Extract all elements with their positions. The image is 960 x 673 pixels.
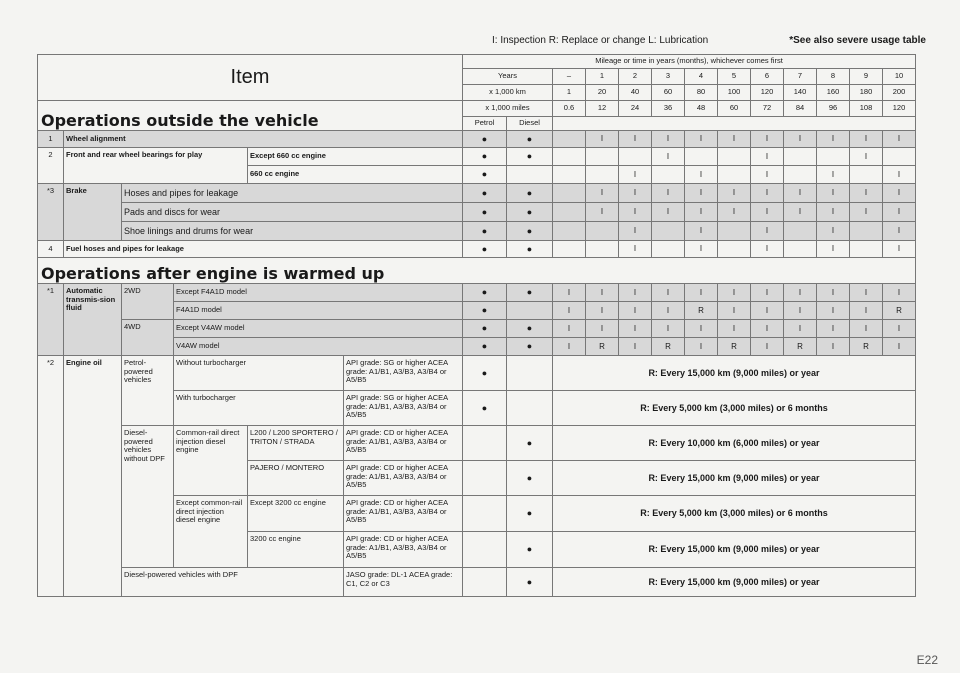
row-atf-4wd-except	[38, 320, 916, 338]
schedule-cell: I	[586, 320, 619, 338]
petrol-dot: ●	[463, 391, 507, 426]
schedule-cell: I	[751, 320, 784, 338]
miles-cell: 0.6	[553, 101, 586, 117]
section-outside-vehicle: Operations outside the vehicle	[38, 101, 463, 131]
row-label: Engine oil	[64, 356, 122, 597]
schedule-cell: I	[850, 131, 883, 148]
year-cell: 2	[619, 69, 652, 85]
blank-header-cell	[553, 117, 916, 131]
schedule-cell: I	[751, 338, 784, 356]
schedule-cell: I	[685, 222, 718, 241]
petrol-header: Petrol	[463, 117, 507, 131]
row-label: Wheel alignment	[64, 131, 463, 148]
oil-interval: R: Every 15,000 km (9,000 miles) or year	[553, 532, 916, 568]
schedule-cell: I	[553, 284, 586, 302]
schedule-cell	[817, 148, 850, 166]
km-cell: 80	[685, 85, 718, 101]
miles-cell: 36	[652, 101, 685, 117]
schedule-cell	[784, 241, 817, 258]
schedule-cell: I	[883, 338, 916, 356]
schedule-cell: I	[685, 320, 718, 338]
year-cell: 5	[718, 69, 751, 85]
petrol-cell	[463, 461, 507, 496]
schedule-cell: I	[718, 284, 751, 302]
schedule-cell: I	[883, 241, 916, 258]
miles-cell: 72	[751, 101, 784, 117]
schedule-cell	[784, 148, 817, 166]
petrol-dot: ●	[463, 222, 507, 241]
diesel-dot: ●	[507, 338, 553, 356]
oil-grade: API grade: CD or higher ACEA grade: A1/B1, A3/B3, A3/B4 or A5/B5	[344, 532, 463, 568]
oil-without-turbo: Without turbocharger	[174, 356, 344, 391]
oil-except-3200: Except 3200 cc engine	[248, 496, 344, 532]
petrol-dot: ●	[463, 166, 507, 184]
schedule-cell: I	[883, 203, 916, 222]
oil-interval: R: Every 5,000 km (3,000 miles) or 6 months	[553, 391, 916, 426]
sub-label: Pads and discs for wear	[122, 203, 463, 222]
schedule-cell	[850, 241, 883, 258]
schedule-cell: I	[619, 222, 652, 241]
schedule-cell: I	[751, 302, 784, 320]
sub-label: Except 660 cc engine	[248, 148, 463, 166]
year-cell: –	[553, 69, 586, 85]
row-brake-shoes	[38, 222, 916, 241]
year-cell: 8	[817, 69, 850, 85]
schedule-cell: I	[685, 131, 718, 148]
oil-grade: JASO grade: DL-1 ACEA grade: C1, C2 or C3	[344, 568, 463, 597]
sub-label: Shoe linings and drums for wear	[122, 222, 463, 241]
schedule-cell: I	[652, 320, 685, 338]
sub-label: 660 cc engine	[248, 166, 463, 184]
row-label: Brake	[64, 184, 122, 241]
schedule-cell: R	[883, 302, 916, 320]
schedule-cell: I	[718, 184, 751, 203]
km-cell: 60	[652, 85, 685, 101]
km-cell: 120	[751, 85, 784, 101]
miles-cell: 84	[784, 101, 817, 117]
schedule-cell: I	[586, 131, 619, 148]
schedule-cell: I	[883, 284, 916, 302]
schedule-cell	[718, 166, 751, 184]
schedule-cell: I	[817, 184, 850, 203]
diesel-dot: ●	[507, 568, 553, 597]
petrol-dot: ●	[463, 338, 507, 356]
oil-grade: API grade: CD or higher ACEA grade: A1/B1, A3/B3, A3/B4 or A5/B5	[344, 426, 463, 461]
schedule-cell	[553, 166, 586, 184]
diesel-dot: ●	[507, 461, 553, 496]
row-number: *1	[38, 284, 64, 356]
oil-model-pajero: PAJERO / MONTERO	[248, 461, 344, 496]
schedule-cell	[652, 241, 685, 258]
drive-2wd: 2WD	[122, 284, 174, 320]
schedule-cell: I	[619, 302, 652, 320]
year-cell: 7	[784, 69, 817, 85]
schedule-cell: I	[718, 320, 751, 338]
schedule-cell: I	[619, 241, 652, 258]
schedule-cell: R	[784, 338, 817, 356]
oil-interval: R: Every 5,000 km (3,000 miles) or 6 months	[553, 496, 916, 532]
schedule-cell: I	[586, 302, 619, 320]
schedule-cell: R	[718, 338, 751, 356]
petrol-dot: ●	[463, 203, 507, 222]
schedule-cell: I	[784, 284, 817, 302]
schedule-cell	[553, 148, 586, 166]
row-brake-hoses	[38, 184, 916, 203]
schedule-cell: I	[751, 131, 784, 148]
diesel-dot: ●	[507, 241, 553, 258]
km-cell: 180	[850, 85, 883, 101]
row-oil-diesel-l200	[38, 426, 916, 461]
diesel-dot: ●	[507, 532, 553, 568]
petrol-dot: ●	[463, 184, 507, 203]
legend-text: I: Inspection R: Replace or change L: Lubrication	[492, 35, 709, 46]
row-number: *3	[38, 184, 64, 241]
maintenance-schedule-table	[37, 54, 916, 597]
row-label: Fuel hoses and pipes for leakage	[64, 241, 463, 258]
schedule-cell	[586, 241, 619, 258]
oil-common-rail: Common-rail direct injection diesel engine	[174, 426, 248, 496]
schedule-cell: I	[619, 284, 652, 302]
schedule-cell: I	[850, 203, 883, 222]
km-cell: 160	[817, 85, 850, 101]
petrol-dot: ●	[463, 131, 507, 148]
schedule-cell: I	[883, 320, 916, 338]
schedule-cell: I	[619, 338, 652, 356]
schedule-cell	[553, 131, 586, 148]
schedule-cell: I	[553, 302, 586, 320]
year-cell: 6	[751, 69, 784, 85]
miles-cell: 120	[883, 101, 916, 117]
schedule-cell: R	[652, 338, 685, 356]
schedule-cell: I	[817, 284, 850, 302]
schedule-cell: I	[586, 203, 619, 222]
petrol-cell	[463, 568, 507, 597]
diesel-cell	[507, 391, 553, 426]
oil-interval: R: Every 15,000 km (9,000 miles) or year	[553, 568, 916, 597]
schedule-cell: I	[784, 320, 817, 338]
schedule-cell: I	[751, 184, 784, 203]
diesel-dot: ●	[507, 222, 553, 241]
petrol-dot: ●	[463, 284, 507, 302]
km-cell: 200	[883, 85, 916, 101]
diesel-cell	[507, 302, 553, 320]
schedule-cell	[784, 222, 817, 241]
schedule-cell	[850, 166, 883, 184]
schedule-cell: I	[784, 302, 817, 320]
section-engine-warmed: Operations after engine is warmed up	[38, 258, 916, 284]
km-cell: 20	[586, 85, 619, 101]
schedule-cell: R	[850, 338, 883, 356]
schedule-cell: I	[619, 166, 652, 184]
schedule-cell: I	[751, 203, 784, 222]
year-cell: 4	[685, 69, 718, 85]
diesel-dot: ●	[507, 148, 553, 166]
schedule-cell: I	[751, 148, 784, 166]
schedule-cell: I	[718, 131, 751, 148]
schedule-cell	[652, 166, 685, 184]
schedule-cell	[553, 222, 586, 241]
schedule-cell	[718, 148, 751, 166]
row-wheel-bearings	[38, 148, 916, 166]
schedule-cell: I	[685, 241, 718, 258]
year-cell: 9	[850, 69, 883, 85]
sub-label: Hoses and pipes for leakage	[122, 184, 463, 203]
oil-with-turbo: With turbocharger	[174, 391, 344, 426]
row-number: 1	[38, 131, 64, 148]
oil-petrol-powered: Petrol-powered vehicles	[122, 356, 174, 426]
schedule-cell: I	[784, 184, 817, 203]
km-cell: 140	[784, 85, 817, 101]
schedule-cell: I	[751, 166, 784, 184]
schedule-cell: I	[817, 241, 850, 258]
oil-interval: R: Every 10,000 km (6,000 miles) or year	[553, 426, 916, 461]
schedule-cell: I	[784, 203, 817, 222]
schedule-cell: I	[586, 284, 619, 302]
km-cell: 100	[718, 85, 751, 101]
mileage-caption: Mileage or time in years (months), whichever comes first	[463, 55, 916, 69]
oil-diesel-powered: Diesel-powered vehicles without DPF	[122, 426, 174, 568]
schedule-cell: I	[685, 338, 718, 356]
row-wheel-alignment	[38, 131, 916, 148]
schedule-cell	[553, 184, 586, 203]
oil-3200: 3200 cc engine	[248, 532, 344, 568]
diesel-dot: ●	[507, 203, 553, 222]
petrol-dot: ●	[463, 241, 507, 258]
schedule-cell: I	[817, 222, 850, 241]
schedule-cell: I	[817, 338, 850, 356]
km-cell: 40	[619, 85, 652, 101]
schedule-cell: R	[586, 338, 619, 356]
diesel-dot: ●	[507, 284, 553, 302]
petrol-cell	[463, 496, 507, 532]
schedule-cell: I	[619, 203, 652, 222]
km-cell: 1	[553, 85, 586, 101]
schedule-cell: I	[685, 284, 718, 302]
miles-cell: 48	[685, 101, 718, 117]
schedule-cell: I	[586, 184, 619, 203]
schedule-cell: I	[883, 166, 916, 184]
oil-grade: API grade: CD or higher ACEA grade: A1/B1, A3/B3, A3/B4 or A5/B5	[344, 461, 463, 496]
schedule-cell	[652, 222, 685, 241]
oil-interval: R: Every 15,000 km (9,000 miles) or year	[553, 356, 916, 391]
row-fuel-hoses	[38, 241, 916, 258]
row-number: *2	[38, 356, 64, 597]
schedule-cell: I	[652, 131, 685, 148]
petrol-cell	[463, 426, 507, 461]
oil-grade: API grade: SG or higher ACEA grade: A1/B1, A3/B3, A3/B4 or A5/B5	[344, 356, 463, 391]
petrol-dot: ●	[463, 148, 507, 166]
petrol-dot: ●	[463, 356, 507, 391]
year-cell: 1	[586, 69, 619, 85]
miles-label: x 1,000 miles	[463, 101, 553, 117]
oil-dpf: Diesel-powered vehicles with DPF	[122, 568, 344, 597]
oil-interval: R: Every 15,000 km (9,000 miles) or year	[553, 461, 916, 496]
schedule-cell: I	[685, 184, 718, 203]
schedule-cell: I	[619, 131, 652, 148]
miles-cell: 108	[850, 101, 883, 117]
row-label: Front and rear wheel bearings for play	[64, 148, 248, 184]
sub-label: Except F4A1D model	[174, 284, 463, 302]
row-label: Automatic transmis-sion fluid	[64, 284, 122, 356]
row-number: 2	[38, 148, 64, 184]
schedule-cell: I	[817, 131, 850, 148]
schedule-cell	[784, 166, 817, 184]
drive-4wd: 4WD	[122, 320, 174, 356]
miles-cell: 60	[718, 101, 751, 117]
row-number: 4	[38, 241, 64, 258]
schedule-cell	[619, 148, 652, 166]
schedule-cell	[850, 222, 883, 241]
schedule-cell	[586, 166, 619, 184]
schedule-cell	[553, 241, 586, 258]
row-brake-pads	[38, 203, 916, 222]
schedule-cell: I	[553, 320, 586, 338]
schedule-cell: I	[751, 222, 784, 241]
oil-grade: API grade: SG or higher ACEA grade: A1/B1, A3/B3, A3/B4 or A5/B5	[344, 391, 463, 426]
schedule-cell	[718, 241, 751, 258]
diesel-dot: ●	[507, 496, 553, 532]
severe-usage-note: *See also severe usage table	[789, 35, 926, 46]
petrol-dot: ●	[463, 302, 507, 320]
sub-label: Except V4AW model	[174, 320, 463, 338]
diesel-header: Diesel	[507, 117, 553, 131]
schedule-cell: I	[619, 320, 652, 338]
schedule-cell: I	[652, 203, 685, 222]
schedule-cell: I	[817, 320, 850, 338]
schedule-cell: I	[553, 338, 586, 356]
schedule-cell: I	[652, 284, 685, 302]
schedule-cell	[586, 148, 619, 166]
schedule-cell: I	[850, 148, 883, 166]
year-cell: 3	[652, 69, 685, 85]
schedule-cell: I	[817, 166, 850, 184]
schedule-cell: R	[685, 302, 718, 320]
schedule-cell: I	[751, 284, 784, 302]
schedule-cell: I	[850, 184, 883, 203]
row-atf-2wd-except	[38, 284, 916, 302]
schedule-cell: I	[652, 302, 685, 320]
miles-cell: 12	[586, 101, 619, 117]
miles-cell: 96	[817, 101, 850, 117]
schedule-cell: I	[718, 203, 751, 222]
diesel-cell	[507, 166, 553, 184]
schedule-cell: I	[883, 131, 916, 148]
oil-model-l200: L200 / L200 SPORTERO / TRITON / STRADA	[248, 426, 344, 461]
schedule-cell: I	[850, 320, 883, 338]
schedule-cell	[883, 148, 916, 166]
oil-grade: API grade: CD or higher ACEA grade: A1/B1, A3/B3, A3/B4 or A5/B5	[344, 496, 463, 532]
sub-label: F4A1D model	[174, 302, 463, 320]
miles-cell: 24	[619, 101, 652, 117]
km-label: x 1,000 km	[463, 85, 553, 101]
petrol-dot: ●	[463, 320, 507, 338]
schedule-cell: I	[652, 184, 685, 203]
schedule-cell: I	[850, 302, 883, 320]
petrol-cell	[463, 532, 507, 568]
schedule-cell: I	[652, 148, 685, 166]
diesel-dot: ●	[507, 426, 553, 461]
schedule-cell: I	[718, 302, 751, 320]
schedule-cell: I	[685, 203, 718, 222]
row-oil-diesel-dpf	[38, 568, 916, 597]
schedule-cell	[553, 203, 586, 222]
schedule-cell	[586, 222, 619, 241]
schedule-cell: I	[883, 222, 916, 241]
schedule-cell: I	[619, 184, 652, 203]
oil-except-common-rail: Except common-rail direct injection diesel engine	[174, 496, 248, 568]
schedule-cell: I	[817, 203, 850, 222]
diesel-dot: ●	[507, 184, 553, 203]
sub-label: V4AW model	[174, 338, 463, 356]
diesel-cell	[507, 356, 553, 391]
diesel-dot: ●	[507, 320, 553, 338]
diesel-dot: ●	[507, 131, 553, 148]
legend	[492, 35, 928, 46]
schedule-cell: I	[685, 166, 718, 184]
year-cell: 10	[883, 69, 916, 85]
item-header: Item	[38, 55, 463, 101]
years-label: Years	[463, 69, 553, 85]
schedule-cell	[718, 222, 751, 241]
schedule-cell: I	[850, 284, 883, 302]
schedule-cell: I	[784, 131, 817, 148]
page-number: E22	[916, 653, 938, 667]
schedule-cell: I	[883, 184, 916, 203]
schedule-cell: I	[751, 241, 784, 258]
schedule-cell: I	[817, 302, 850, 320]
row-oil-petrol-no-turbo	[38, 356, 916, 391]
schedule-cell	[685, 148, 718, 166]
